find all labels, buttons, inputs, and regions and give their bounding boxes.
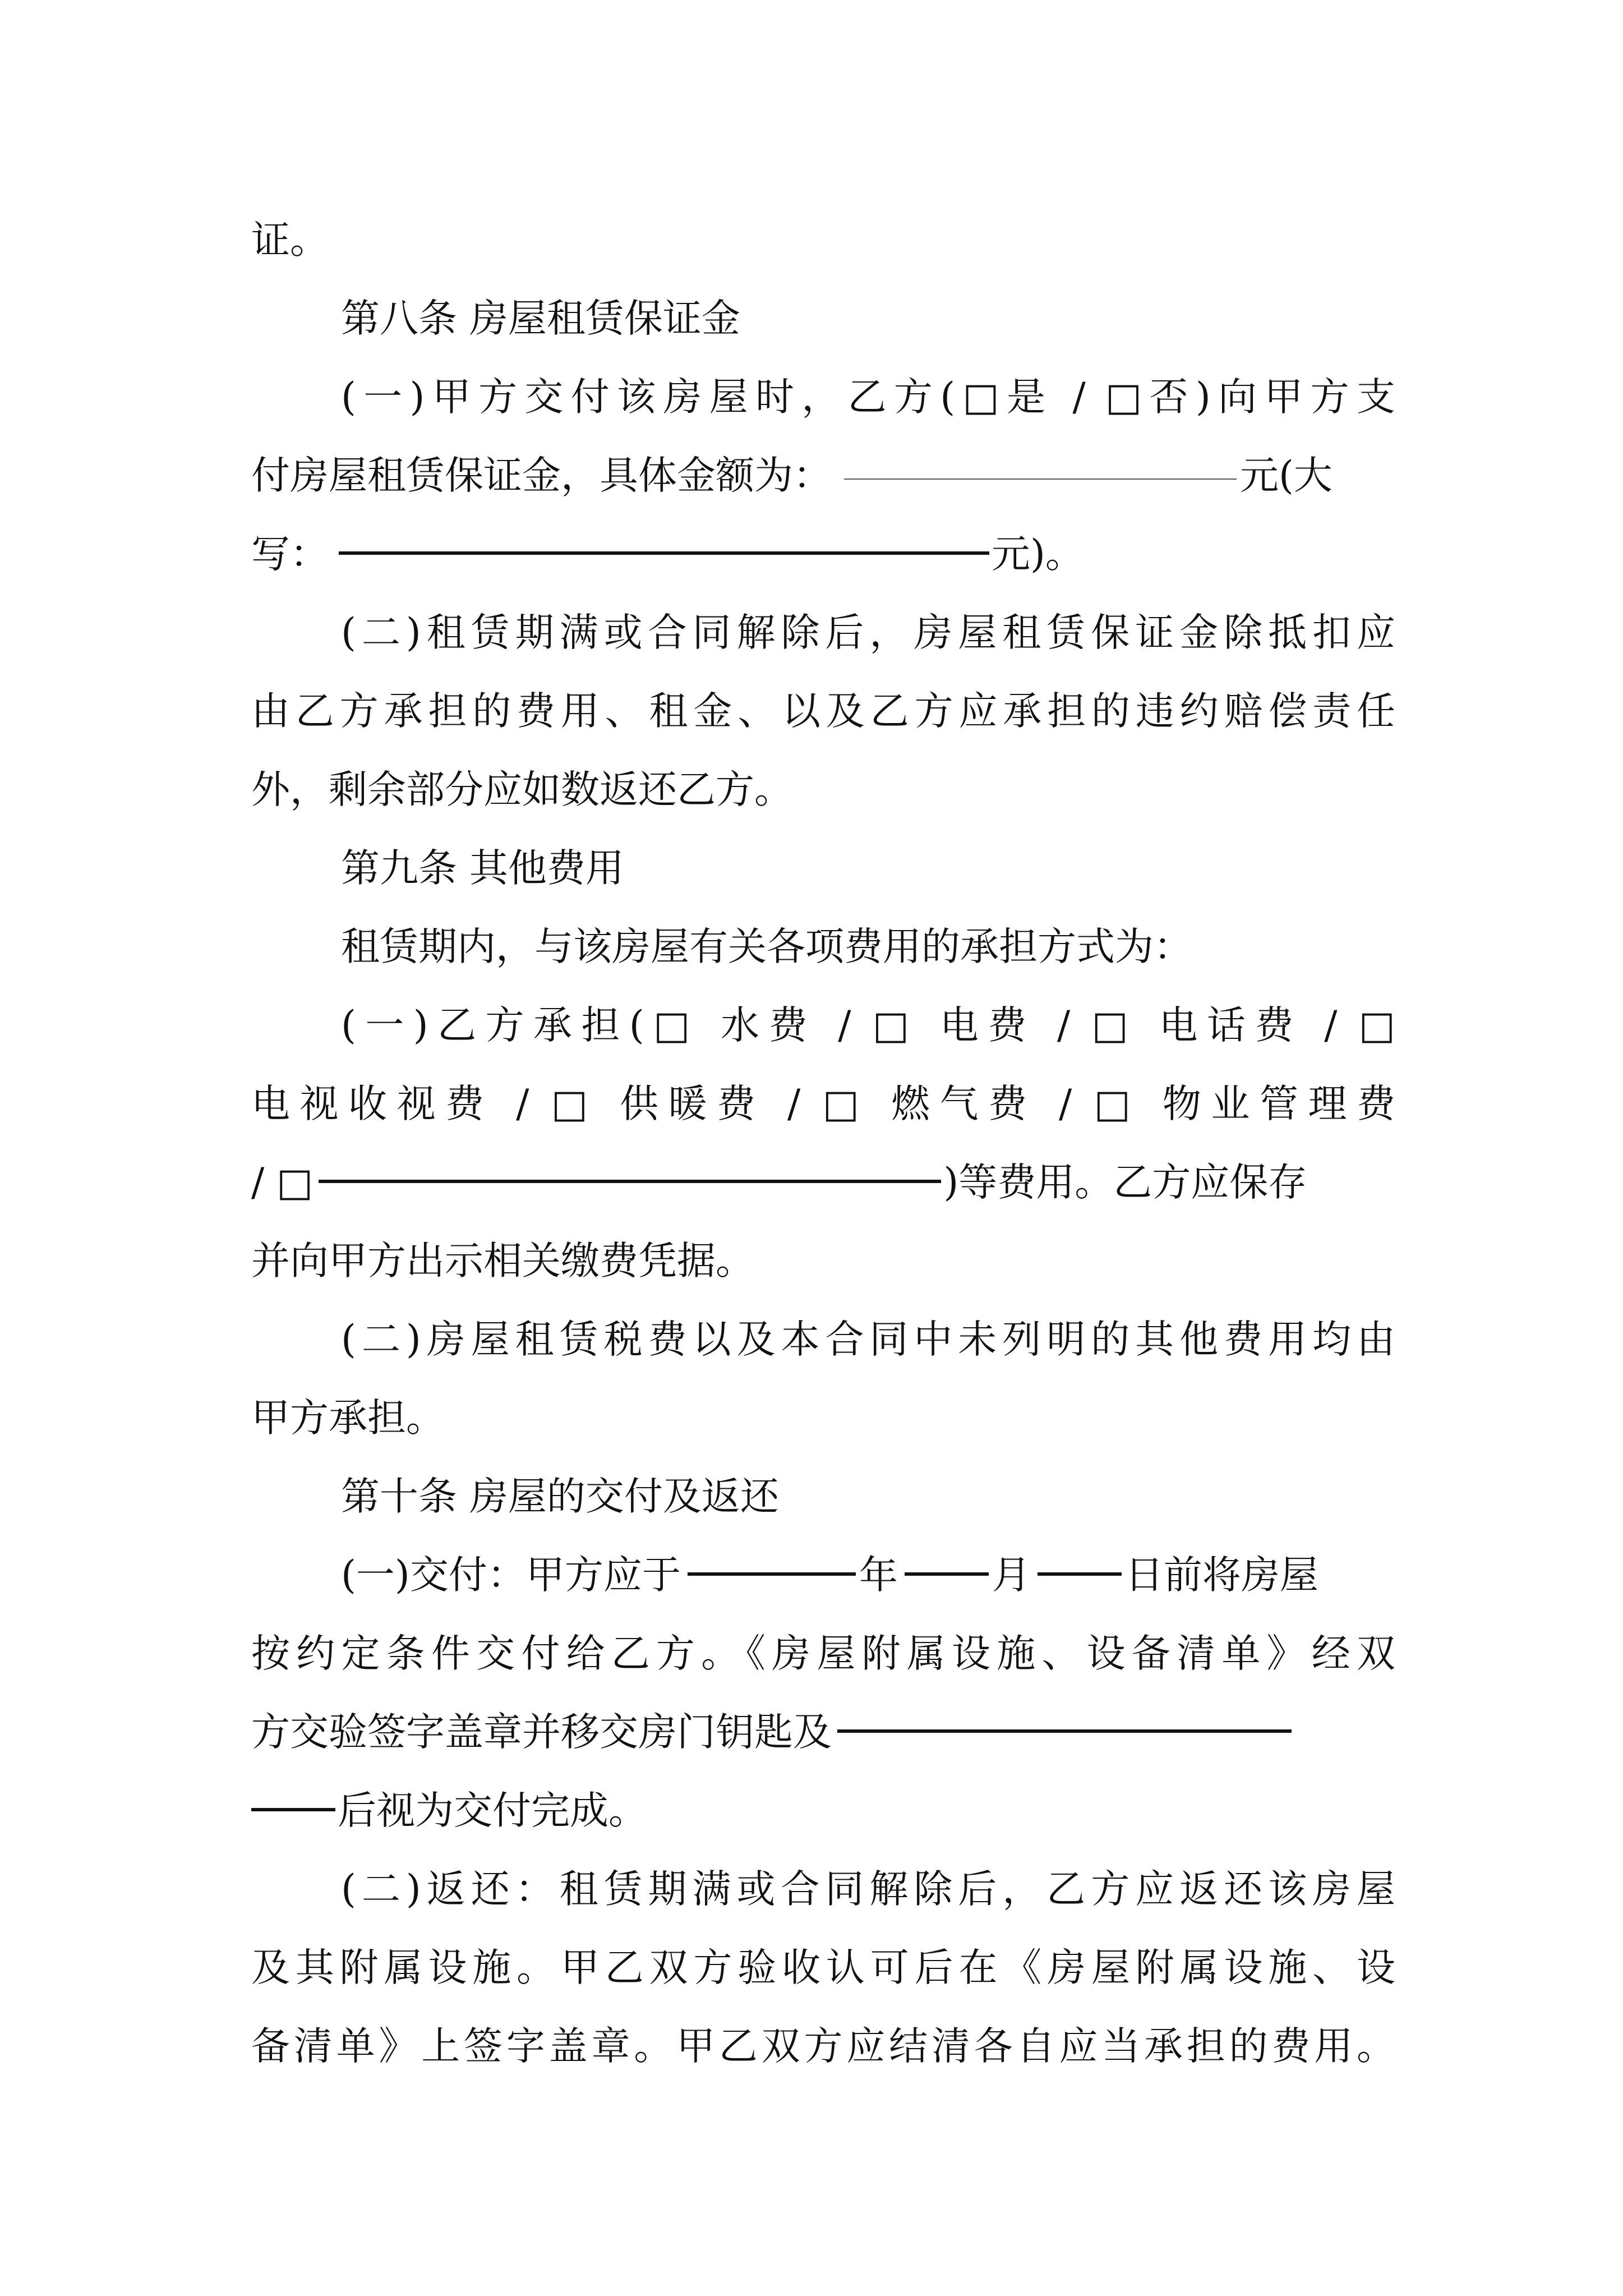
- paragraph-line: (二)返还：租赁期满或合同解除后，乙方应返还该房屋: [341, 1867, 1395, 1912]
- paragraph-line: 外，剩余部分应如数返还乙方。: [251, 767, 793, 812]
- paragraph-line: 证。: [251, 218, 329, 263]
- paragraph-line: 由乙方承担的费用、租金、以及乙方应承担的违约赔偿责任: [251, 689, 1395, 734]
- paragraph-line: (二)房屋租赁税费以及本合同中未列明的其他费用均由: [341, 1317, 1395, 1362]
- delivery-year-blank[interactable]: [688, 1572, 856, 1576]
- delivery-day-blank[interactable]: [1038, 1572, 1122, 1576]
- article-9-heading: 第九条 其他费用: [341, 846, 624, 891]
- paragraph-line: (一)甲方交付该房屋时，乙方(□是 / □否)向甲方支: [341, 375, 1395, 420]
- article-10-heading: 第十条 房屋的交付及返还: [341, 1474, 779, 1519]
- paragraph-line: 及其附属设施。甲乙双方验收认可后在《房屋附属设施、设: [251, 1945, 1395, 1990]
- other-fees-blank[interactable]: [319, 1180, 941, 1183]
- paragraph-line: (一)交付：甲方应于 年 月 日前将房屋: [341, 1553, 1318, 1598]
- paragraph-line: 写： 元)。: [251, 532, 1084, 577]
- paragraph-line: 备清单》上签字盖章。甲乙双方应结清各自应当承担的费用。: [251, 2024, 1395, 2069]
- paragraph-line: 甲方承担。: [251, 1396, 445, 1441]
- paragraph-line: (二)租赁期满或合同解除后，房屋租赁保证金除抵扣应: [341, 610, 1395, 655]
- handover-items-blank-continued[interactable]: [251, 1808, 335, 1811]
- paragraph-line: 电视收视费 / □ 供暖费 / □ 燃气费 / □ 物业管理费: [251, 1082, 1395, 1126]
- paragraph-line: 并向甲方出示相关缴费凭据。: [251, 1239, 754, 1283]
- paragraph-line: 方交验签字盖章并移交房门钥匙及: [251, 1699, 1395, 1766]
- paragraph-line: 租赁期内，与该房屋有关各项费用的承担方式为：: [341, 924, 1192, 969]
- article-8-heading: 第八条 房屋租赁保证金: [341, 296, 740, 341]
- paragraph-line: 后视为交付完成。: [251, 1777, 1395, 1844]
- paragraph-line: / □ )等费用。乙方应保存: [251, 1160, 1307, 1205]
- paragraph-line: 付房屋租赁保证金，具体金额为： 元(大: [251, 453, 1332, 498]
- deposit-amount-words-blank[interactable]: [339, 551, 989, 555]
- handover-items-blank[interactable]: [837, 1729, 1292, 1733]
- deposit-amount-blank[interactable]: [844, 478, 1237, 480]
- delivery-month-blank[interactable]: [905, 1572, 989, 1576]
- paragraph-line: (一)乙方承担(□ 水费 / □ 电费 / □ 电话费 / □: [341, 1003, 1395, 1048]
- paragraph-line: 按约定条件交付给乙方。《房屋附属设施、设备清单》经双: [251, 1631, 1395, 1676]
